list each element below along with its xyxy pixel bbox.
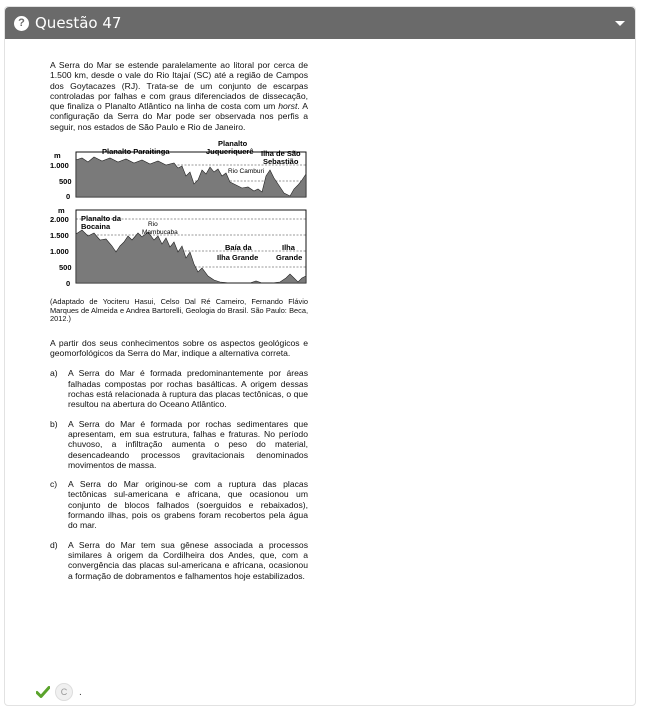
- option-text: A Serra do Mar tem sua gênese associada a processos similares à origem da Cordilheira dos Andes, que, com a convergência das placas sul-americana e africana, ocasionou a formação de dobramentos e falhamentos hoje estabilizados.: [68, 539, 308, 581]
- label-rio-mambucaba: Rio: [148, 221, 158, 229]
- profile-2-terrain: [76, 230, 306, 283]
- profile-1-unit: m: [54, 151, 61, 161]
- profile-2-tick: 0: [66, 279, 71, 289]
- answer-badge: C: [55, 683, 73, 701]
- profile-2-tick: 500: [59, 263, 72, 273]
- option-letter: b): [50, 418, 58, 429]
- answer-row: [36, 683, 82, 701]
- label-ilha-grande: Ilha: [282, 243, 295, 253]
- label-rio-camburi: Rio Camburi: [228, 168, 265, 176]
- label-planalto-juquerique: Planalto: [218, 140, 248, 149]
- label-planalto-bocaina: Bocaina: [81, 222, 111, 232]
- question-header[interactable]: [5, 7, 635, 39]
- option-b[interactable]: [50, 419, 308, 470]
- question-prompt: A partir dos seus conhecimentos sobre os aspectos geológicos e geomorfológicos da Serra do Mar, indique a alternativa correta.: [50, 337, 308, 359]
- label-planalto-juquerique: Juqueriquerê: [206, 147, 254, 157]
- figure-caption: (Adaptado de Yociteru Hasui, Celso Dal Ré Carneiro, Fernando Flávio Marques de Almeida e Andrea Bartorelli, Geologia do Brasil. São Paulo: Beca, 2012.): [50, 297, 308, 324]
- label-planalto-paraitinga: Planalto Paraitinga: [102, 147, 170, 157]
- intro-text: A Serra do Mar se estende paralelamente ao litoral por cerca de 1.500 km, desde o vale do Rio Itajaí (SC) até a região de Campos dos Goytacazes (RJ). Trata-se de um conjunto de escarpas controladas por falhas e com graus diferenciados de dissecação, que finaliza o Planalto Atlântico na linha de costa com um horst. A configuração da Serra do Mar pode ser observada nos perfis a seguir, nos estados de São Paulo e Rio de Janeiro.: [50, 60, 308, 132]
- profile-1-tick: 500: [59, 177, 72, 187]
- label-ilha-sao-sebastiao: Sebastião: [263, 157, 299, 167]
- question-content: [50, 60, 308, 581]
- option-text: A Serra do Mar é formada por rochas sedimentares que apresentam, em sua estrutura, falhas e fraturas. No período chuvoso, a infiltração aumenta o peso do material, desencadeando processos gravitacionais denominados movimentos de massa.: [68, 418, 308, 470]
- profile-2-unit: m: [58, 206, 65, 216]
- option-text: A Serra do Mar originou-se com a ruptura das placas tectônicas sul-americana e africana, que ocasionou um conjunto de blocos falhados (soerguidos e rebaixados), formando ilhas, pois os grabens foram recobertos pela água do mar.: [68, 479, 308, 531]
- option-text: A Serra do Mar é formada predominantemente por áreas falhadas compostas por rochas basálticas. A origem dessas rochas está relacionada à ruptura das placas tectônicas, o que resultou na abertura do Oceano Atlântico.: [68, 368, 308, 410]
- profile-2-tick: 2.000: [50, 215, 69, 225]
- option-c[interactable]: [50, 479, 308, 530]
- label-ilha-sao-sebastiao: Ilha de São: [261, 149, 301, 159]
- label-baia-ilha-grande: Baía da: [225, 243, 252, 253]
- label-ilha-grande: Grande: [276, 253, 303, 263]
- profile-2-tick: 1.500: [50, 231, 69, 241]
- question-title: Questão 47: [35, 14, 122, 32]
- option-a[interactable]: [50, 368, 308, 409]
- answer-suffix: .: [79, 686, 82, 698]
- caret-down-icon[interactable]: [615, 21, 625, 26]
- profile-1-figure: [50, 140, 308, 202]
- check-icon: [36, 686, 50, 698]
- question-mark-icon: ?: [14, 16, 29, 31]
- profile-1-tick: 1.000: [50, 161, 69, 171]
- label-planalto-bocaina: Planalto da: [81, 214, 122, 224]
- option-letter: d): [50, 539, 58, 550]
- label-rio-mambucaba: Mambucaba: [142, 229, 178, 237]
- label-baia-ilha-grande: Ilha Grande: [217, 253, 259, 263]
- option-letter: c): [50, 479, 58, 490]
- option-letter: a): [50, 368, 58, 379]
- profile-2-figure: [50, 206, 308, 298]
- profile-2-tick: 1.000: [50, 247, 69, 257]
- profile-1-tick: 0: [66, 192, 71, 202]
- option-d[interactable]: [50, 540, 308, 581]
